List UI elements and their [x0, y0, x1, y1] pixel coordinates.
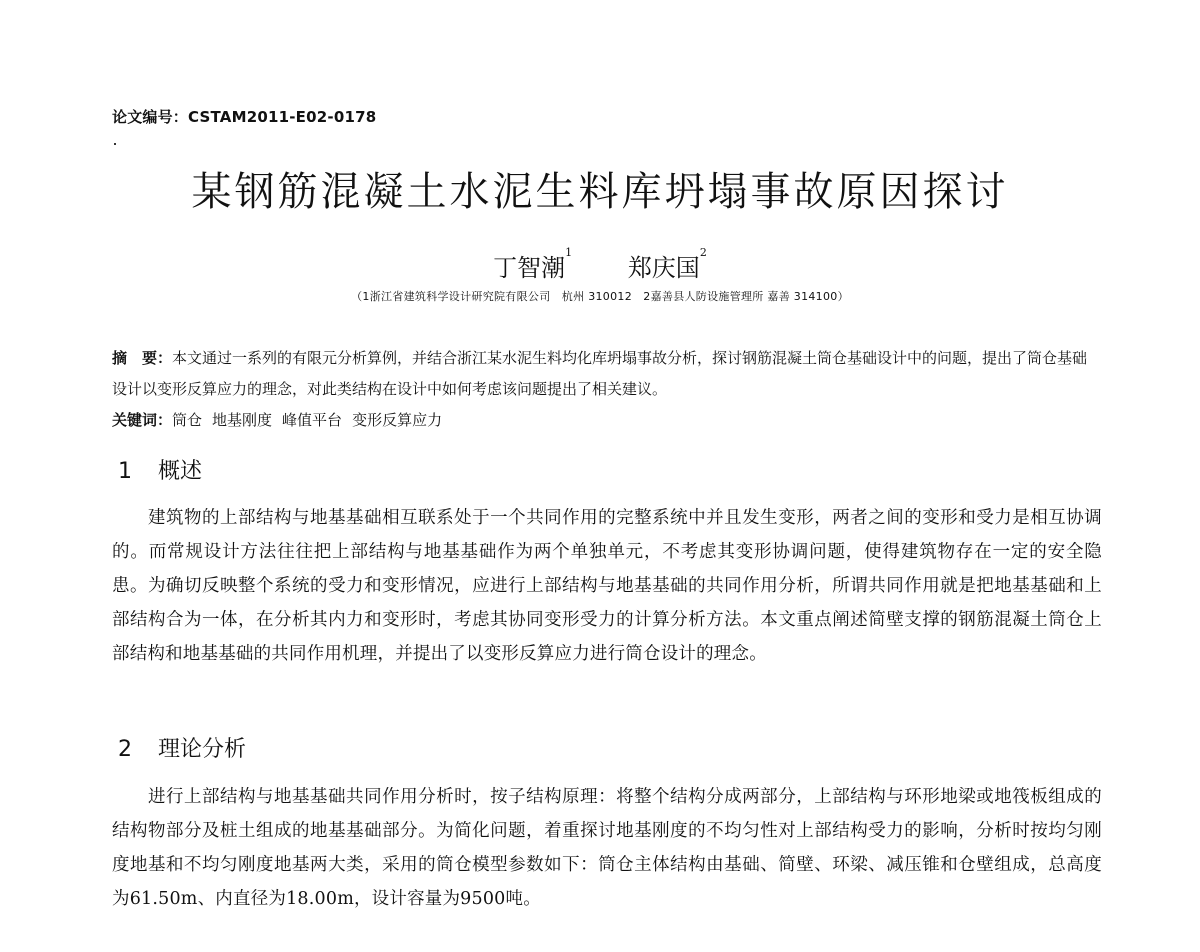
paper-number	[112, 106, 376, 127]
section-paragraph: 建筑物的上部结构与地基基础相互联系处于一个共同作用的完整系统中并且发生变形，两者之间的变形和受力是相互协调的。而常规设计方法往往把上部结构与地基基础作为两个单独单元，不考虑其变形协调问题，使得建筑物存在一定的安全隐患。为确切反映整个系统的受力和变形情况，应进行上部结构与地基基础的共同作用分析，所谓共同作用就是把地基基础和上部结构合为一体，在分析其内力和变形时，考虑其协同变形受力的计算分析方法。本文重点阐述简壁支撑的钢筋混凝土筒仓上部结构和地基基础的共同作用机理，并提出了以变形反算应力进行筒仓设计的理念。	[112, 508, 1102, 664]
keyword: 变形反算应力	[352, 411, 443, 429]
paper-number-label: 论文编号：	[112, 108, 189, 126]
section-number: 2	[118, 737, 132, 762]
abstract-label: 摘 要：	[112, 349, 173, 367]
section-paragraph: 进行上部结构与地基基础共同作用分析时，按子结构原理：将整个结构分成两部分，上部结构与环形地梁或地筏板组成的结构物部分及桩土组成的地基基础部分。为简化问题，着重探讨地基刚度的不均匀性对上部结构受力的影响，分析时按均匀刚度地基和不均匀刚度地基两大类，采用的筒仓模型参数如下：筒仓主体结构由基础、简壁、环梁、减压锥和仓壁组成，总高度为61.50m、内直径为18.00m，设计容量为9500吨。	[112, 787, 1102, 909]
keyword: 地基刚度	[212, 411, 273, 429]
author-list	[0, 248, 1200, 283]
paper-number-value: CSTAM2011-E02-0178	[188, 108, 377, 126]
scan-dot	[114, 143, 116, 145]
section-heading	[118, 454, 202, 485]
author-affiliation-mark: 2	[699, 246, 707, 259]
keyword: 峰值平台	[282, 411, 343, 429]
author-name: 丁智潮	[493, 254, 566, 282]
keywords	[112, 405, 1102, 436]
section-number: 1	[118, 459, 132, 484]
abstract	[112, 343, 1102, 405]
author-affiliation-mark: 1	[565, 246, 573, 259]
section-title: 概述	[158, 459, 203, 484]
section-title: 理论分析	[158, 737, 247, 762]
keyword: 筒仓	[172, 411, 203, 429]
paper-title: 某钢筋混凝土水泥生料库坍塌事故原因探讨	[191, 169, 1009, 215]
author	[628, 248, 707, 283]
author	[493, 248, 572, 283]
affiliation: （1浙江省建筑科学设计研究院有限公司 杭州 310012 2嘉善县人防设施管理所 嘉善 314100）	[351, 290, 849, 303]
abstract-text: 本文通过一系列的有限元分析算例，并结合浙江某水泥生料均化库坍塌事故分析，探讨钢筋混凝土筒仓基础设计中的问题，提出了筒仓基础设计以变形反算应力的理念，对此类结构在设计中如何考虑该问题提出了相关建议。	[112, 349, 1088, 398]
section-heading	[118, 732, 246, 763]
keywords-label: 关键词：	[112, 411, 173, 429]
author-name: 郑庆国	[627, 254, 700, 282]
